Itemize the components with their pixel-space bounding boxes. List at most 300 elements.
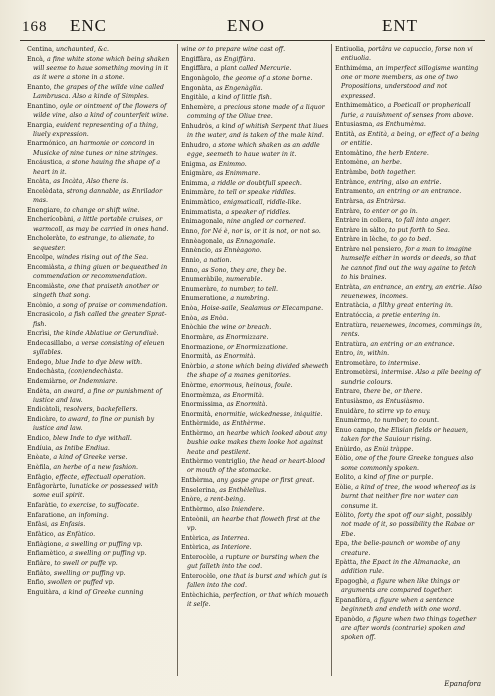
entry-definition: to number, to count. — [374, 417, 439, 425]
entry-headword: Enèfila, — [27, 463, 52, 471]
entry-definition: to intermise. — [379, 359, 421, 367]
entry-headword: Endíuia, — [27, 444, 54, 452]
entry-definition: a stone hauing the shape of a heart in it. — [33, 159, 161, 176]
entry-headword: Enfàtico, — [27, 531, 56, 539]
dictionary-entry — [335, 45, 483, 64]
dictionary-entry — [335, 130, 483, 149]
dictionary-entry — [335, 245, 483, 282]
dictionary-entry — [335, 197, 483, 206]
entry-definition: an imperfect sillogisme wanting one or more members, as one of two Propositions, understood and not expressed. — [341, 64, 479, 100]
entry-headword: Entramento, — [335, 188, 376, 196]
dictionary-entry — [27, 520, 175, 529]
dictionary-entry — [335, 64, 483, 101]
entry-definition: lunaticke or possessed with some euil spirit. — [33, 483, 159, 500]
dictionary-entry — [181, 208, 329, 217]
entry-headword: Entratùra, — [335, 321, 369, 329]
entry-headword: Ennèagonale, — [181, 237, 225, 245]
entry-headword: Enimmatista, — [181, 208, 224, 216]
entry-headword: Entomène, — [335, 159, 370, 167]
dictionary-entry — [335, 168, 483, 177]
dictionary-entry — [181, 74, 329, 83]
dictionary-entry — [335, 511, 483, 539]
entry-headword: Enhudròs, — [181, 122, 214, 130]
entry-headword: Endechàsta, — [27, 368, 67, 376]
entry-definition: a speaker of riddles. — [225, 208, 291, 216]
entry-definition: a verse consisting of eleuen syllables. — [33, 339, 165, 357]
entry-definition: a kind of whitish Serpent that liues in the water, and is taken of the male kind. — [187, 122, 329, 139]
entry-headword: Enfaràtie, — [27, 502, 59, 510]
entry-definition: or Enormizzatione. — [227, 343, 288, 351]
running-headword-1: ENC — [70, 16, 107, 35]
entry-definition: to award, to fine or punish by iustice and law. — [33, 416, 155, 433]
entry-headword: Eòlio, — [335, 455, 354, 463]
dictionary-entry — [181, 591, 329, 610]
dictionary-entry — [27, 501, 175, 510]
dictionary-entry — [27, 158, 175, 177]
entry-headword: Enòre, — [181, 496, 203, 504]
entry-headword: Entràre, — [335, 207, 362, 215]
entry-definition: a song of praise or commendation. — [56, 301, 168, 309]
entry-headword: Engitàle, — [181, 94, 210, 102]
entry-definition: as Enthèlelius. — [219, 486, 267, 494]
entry-headword: Engiffàra, — [181, 55, 213, 63]
dictionary-entry — [335, 558, 483, 577]
entry-definition: a stone which being divided sheweth the shape of a manes genitories. — [187, 362, 329, 380]
entry-definition: to stirre vp to enuy. — [368, 407, 431, 415]
entry-definition: a numbring. — [230, 295, 270, 303]
dictionary-entry — [181, 476, 329, 485]
dictionary-entry — [181, 275, 329, 284]
dictionary-entry — [335, 283, 483, 302]
dictionary-entry — [335, 311, 483, 320]
dictionary-entry — [181, 391, 329, 400]
entry-definition: an infoming. — [68, 511, 109, 519]
entry-headword: Entro, — [335, 350, 355, 358]
entry-definition: in, within. — [357, 350, 390, 358]
entry-definition: as Interiore. — [212, 544, 252, 552]
entry-definition: as Entusiàsmo. — [376, 398, 425, 406]
dictionary-entry — [335, 301, 483, 310]
entry-definition: as Enimmo. — [209, 160, 247, 168]
entry-definition: the wine or breach. — [208, 324, 272, 332]
entry-definition: the grapes of the wilde vine called Lambrusca. Also a kinde of Simples. — [33, 83, 164, 101]
dictionary-entry — [27, 234, 175, 253]
entry-headword: Endèta, — [27, 387, 52, 395]
running-headword-2: ENO — [227, 16, 265, 35]
entry-definition: to exercise, to suffocate. — [60, 502, 140, 510]
entry-headword: Enimmàre, — [181, 189, 217, 197]
entry-headword: Encònio, — [27, 301, 55, 309]
entry-headword: Encomiàste, — [27, 282, 67, 290]
entry-headword: Entrare, — [335, 388, 362, 396]
entry-definition: a Poeticall or prophericall furie, a rauishment of senses from above. — [341, 102, 474, 119]
entry-definition: blue Inde to dye blew with. — [55, 358, 143, 366]
dictionary-entry — [181, 419, 329, 428]
column-divider-1 — [177, 44, 178, 676]
dictionary-entry — [27, 177, 175, 186]
entry-headword: Entrometàre, — [335, 359, 378, 367]
entry-definition: blew Inde to dye withall. — [53, 435, 132, 443]
entry-definition: enormous, heinous, foule. — [210, 381, 293, 389]
dictionary-entry — [335, 340, 483, 349]
dictionary-entry — [181, 266, 329, 275]
entry-definition: a figure when like things or arguments are compared together. — [341, 578, 460, 595]
entry-headword: Entusiàsmo, — [335, 398, 375, 406]
entry-definition: a filthy great entering in. — [372, 302, 453, 310]
entry-definition: an harmonie or concord in Musicke of nine tunes or nine stringes. — [33, 140, 158, 157]
entry-definition: a kind of Greeke cunning — [62, 588, 144, 596]
dictionary-entry — [27, 55, 175, 83]
dictionary-entry — [335, 426, 483, 445]
header-rule — [20, 40, 485, 41]
dictionary-entry — [27, 453, 175, 462]
dictionary-entry — [335, 359, 483, 368]
entry-definition: entring, also an entrie. — [368, 178, 442, 186]
entry-definition: as Enormità. — [223, 391, 264, 399]
entry-definition: one of the foure Greeke tongues also some commonly spoken. — [341, 455, 474, 472]
entry-definition: a plant called Mercurie. — [214, 65, 292, 73]
entry-definition: the herb Entere. — [376, 149, 429, 157]
dictionary-entry — [181, 256, 329, 265]
entry-headword: Encholeràte, — [27, 235, 68, 243]
entry-definition: there be, or there. — [363, 388, 423, 396]
entry-definition: as Enthèrme. — [222, 420, 266, 428]
entry-headword: Enumeràre, — [181, 285, 219, 293]
entry-definition: as Intibe Endiua. — [55, 444, 110, 452]
entry-headword: Enhudro, — [181, 141, 211, 149]
entry-definition: to change or shift wine. — [64, 206, 140, 214]
entry-definition: for a man to imagine humselfe either in words or deeds, so that he cannot find out the way againe to fetch to his braines. — [341, 246, 477, 281]
entry-headword: Epàtta, — [335, 559, 359, 567]
dictionary-entry — [27, 578, 175, 587]
dictionary-entry — [27, 549, 175, 558]
entry-definition: enormitie, wickednesse, iniquitie. — [214, 410, 323, 418]
entry-definition: the geome of a stone borne. — [222, 74, 313, 82]
entry-headword: Entrànce, — [335, 178, 367, 186]
entry-headword: Enormèmza, — [181, 391, 222, 399]
entry-headword: Enumeràbile, — [181, 276, 224, 284]
entry-definition: as Enòa. — [201, 314, 229, 322]
dictionary-entry — [27, 588, 175, 597]
dictionary-entry — [335, 321, 483, 340]
entry-headword: Enormità, — [181, 410, 213, 418]
dictionary-entry — [181, 457, 329, 476]
entry-definition: an entring or an entrance. — [377, 188, 462, 196]
dictionary-entry — [181, 55, 329, 64]
entry-definition: an hearbe that floweth first at the vp. — [187, 515, 321, 532]
entry-definition: an hearbe which looked about any bushie oake makes them looke hot against heate and pestilent. — [187, 430, 327, 456]
entry-headword: Enthiméma, — [335, 64, 374, 72]
entry-definition: as Incàta, Also there is. — [53, 178, 129, 186]
entry-definition: to go to bed. — [390, 236, 432, 244]
entry-headword: Enfaratione, — [27, 511, 67, 519]
dictionary-entry — [335, 368, 483, 387]
entry-definition: a rupture or bursting when the gut falleth into the cod. — [187, 553, 320, 571]
dictionary-entry — [181, 495, 329, 504]
entry-headword: Entèrica, — [181, 534, 211, 542]
entry-headword: Entità, — [335, 130, 357, 138]
entry-headword: Enno, — [181, 228, 200, 235]
entry-headword: Enguitàra, — [27, 588, 61, 596]
entry-headword: Engiffàra, — [181, 65, 213, 73]
dictionary-entry — [335, 349, 483, 358]
entry-headword: Enormàre, — [181, 334, 215, 342]
entry-headword: Epa, — [335, 540, 350, 548]
entry-definition: euident representing of a thing, liuely expression. — [33, 121, 159, 138]
dictionary-entry — [27, 358, 175, 367]
entry-headword: Endico, — [27, 435, 52, 443]
entry-headword: Entràmbe, — [335, 168, 369, 176]
dictionary-entry — [335, 120, 483, 129]
entry-definition: an award, a fine or punishment of iustice and law. — [33, 387, 162, 404]
entry-definition: a kind of Greeke verse. — [53, 454, 128, 462]
entry-definition: a pretie entering in. — [376, 312, 441, 320]
dictionary-entry — [181, 179, 329, 188]
entry-headword: Enèate, — [27, 454, 52, 462]
entry-definition: the Epact in the Almanacke, an addition rule. — [341, 559, 461, 576]
entry-definition: as Enormità. — [214, 353, 256, 361]
entry-headword: Endemiàrne, — [27, 377, 68, 385]
entry-headword: Enengiare, — [27, 206, 62, 214]
dictionary-entry — [181, 237, 329, 246]
entry-headword: Enòa, — [181, 314, 200, 322]
dictionary-entry — [335, 407, 483, 416]
entry-headword: Eolito, — [335, 474, 356, 482]
entry-definition: a stone which shaken as an addle egge, seemeth to haue water in it. — [187, 141, 320, 158]
entry-definition: strong dannable, as Enrilador mas. — [33, 187, 163, 205]
dictionary-entry — [27, 540, 175, 549]
dictionary-entry — [181, 534, 329, 543]
entry-headword: Engonàta, — [181, 84, 214, 92]
entry-definition: as Interrea. — [212, 534, 250, 542]
entry-definition: to fall into anger. — [395, 217, 451, 225]
entry-headword: Enfio, — [27, 579, 46, 587]
entry-definition: a little portable cruises, or warmcoll, as may be carried in ones hand. — [33, 216, 169, 233]
dictionary-entry — [181, 198, 329, 207]
entry-headword: Enfiamètico, — [27, 550, 68, 558]
entry-headword: Enfiàre, — [27, 559, 53, 567]
entry-definition: resolvers, backefellers. — [63, 406, 138, 414]
dictionary-entry — [27, 415, 175, 434]
entry-definition: to estrange, to alienate, to sequester. — [33, 235, 155, 252]
entry-headword: Encomiàsta, — [27, 263, 67, 271]
entry-headword: Enormissima, — [181, 401, 225, 409]
entry-definition: as Enfasis. — [51, 521, 86, 529]
dictionary-entry — [27, 511, 175, 520]
dictionary-entry — [27, 139, 175, 158]
entry-definition: intermise. Also a pile beeing of sundrie colours. — [341, 369, 481, 386]
dictionary-entry — [27, 187, 175, 206]
entry-headword: Enthimemàtico, — [335, 102, 386, 110]
entry-headword: Eòlie, — [335, 484, 354, 491]
entry-headword: Enimmàtico, — [181, 199, 222, 207]
entry-definition: one that praiseth another or singeth that song. — [33, 282, 159, 299]
dictionary-entry — [335, 397, 483, 406]
entry-definition: a kind of tree, the wood whereof as is burnt that neither fire nor water can consume it. — [341, 484, 476, 510]
entry-headword: Entèchichia, — [181, 591, 221, 599]
entry-definition: to tell or speake riddles. — [218, 189, 296, 197]
dictionary-entry — [27, 387, 175, 406]
entry-headword: Enteònii, — [181, 515, 210, 523]
entry-headword: Enhemère, — [181, 103, 216, 111]
running-header — [22, 16, 484, 38]
dictionary-entry — [335, 483, 483, 511]
entry-headword: Enigma, — [181, 160, 208, 168]
dictionary-entry — [181, 486, 329, 495]
dictionary-entry — [27, 215, 175, 234]
entry-headword: Epanòdo, — [335, 615, 366, 623]
entry-headword: Enthèrmide, — [181, 420, 221, 428]
entry-headword: Enòa, — [181, 305, 200, 313]
entry-headword: Entràre in collera, — [335, 217, 394, 225]
entry-headword: Ennèncio, — [181, 247, 213, 255]
dictionary-entry — [27, 473, 175, 482]
entry-definition: a nation. — [203, 256, 232, 264]
column-1 — [27, 45, 175, 675]
entry-headword: Epagoghè, — [335, 578, 370, 586]
dictionary-entry — [181, 381, 329, 390]
dictionary-entry — [335, 158, 483, 167]
dictionary-entry — [27, 405, 175, 414]
entry-headword: Engonàgolo, — [181, 74, 221, 82]
entry-definition: wine or to prepare wine cast off. — [181, 46, 286, 53]
dictionary-entry — [335, 226, 483, 235]
dictionary-entry — [27, 434, 175, 443]
dictionary-entry — [181, 543, 329, 552]
entry-definition: an herbe of a new fashion. — [53, 463, 139, 471]
dictionary-entry — [335, 539, 483, 558]
entry-headword: Enumèrmo, — [335, 417, 373, 425]
entry-headword: Entèrica, — [181, 544, 211, 552]
dictionary-entry — [181, 246, 329, 255]
entry-headword: Entusiasma, — [335, 121, 375, 129]
dictionary-entry — [335, 577, 483, 596]
entry-definition: reuenewes, incomes, commings in, rents. — [341, 321, 482, 338]
entry-definition: as Engiffàra. — [214, 55, 256, 63]
column-2 — [181, 45, 329, 675]
entry-headword: Enantino, — [27, 102, 58, 110]
dictionary-entry — [27, 559, 175, 568]
entry-headword: Enfiàto, — [27, 569, 52, 577]
entry-definition: Hoise-saile, Sealamus or Elecampane. — [201, 305, 324, 313]
entry-headword: Enthèrmo ventriglio, — [181, 458, 248, 466]
entry-definition: the Elisian fields or heauen, taken for the Sauiour rising. — [341, 426, 468, 444]
dictionary-entry — [181, 217, 329, 226]
entry-headword: Enfàsi, — [27, 521, 49, 529]
entry-headword: Enterocèle, — [181, 572, 218, 580]
entry-definition: to swell or puffe vp. — [54, 559, 118, 567]
dictionary-entry — [181, 227, 329, 236]
entry-headword: Ennio, — [181, 256, 202, 264]
dictionary-entry — [335, 101, 483, 120]
entry-headword: Enterocèle, — [181, 553, 218, 561]
entry-definition: portâra ve capuccio, forse non vi entiuolia. — [341, 46, 473, 63]
entry-definition: an herbe. — [371, 159, 402, 167]
dictionary-entry — [181, 304, 329, 313]
entry-headword: Enargia, — [27, 121, 55, 129]
column-3 — [335, 45, 483, 675]
dictionary-entry — [181, 64, 329, 73]
dictionary-entry — [27, 282, 175, 301]
entry-definition: as Enfàtico. — [57, 531, 96, 539]
dictionary-entry — [27, 253, 175, 262]
dictionary-entry — [27, 444, 175, 453]
entry-definition: effecte, effectuall operation. — [55, 473, 146, 481]
entry-definition: a precious stone made of a liquor comming of the Oliue tree. — [187, 103, 325, 121]
dictionary-entry — [335, 207, 483, 216]
dictionary-entry — [27, 463, 175, 472]
entry-headword: Centina, — [27, 46, 54, 53]
dictionary-entry — [27, 367, 175, 376]
entry-headword: Enòrbio, — [181, 362, 209, 370]
dictionary-entry — [27, 102, 175, 121]
dictionary-entry — [181, 343, 329, 352]
entry-definition: a figure when two things together are after words (contrarie) spoken and spoken off. — [341, 615, 477, 642]
dictionary-entry — [181, 45, 329, 54]
entry-definition: as Entità, a being, or effect of a being or entitie. — [341, 130, 480, 148]
entry-headword: Enthèrmo, — [181, 506, 215, 514]
dictionary-entry — [181, 285, 329, 294]
entry-headword: Enfàgoràrte, — [27, 483, 68, 491]
entry-definition: a kind of little fish. — [211, 94, 272, 102]
dictionary-entry — [27, 301, 175, 310]
entry-headword: Enimma, — [181, 179, 210, 187]
entry-headword: Encelèdata, — [27, 187, 65, 195]
entry-definition: for Né è, nor is, or it is not, or not so. — [201, 228, 321, 235]
entry-definition: a swelling or puffing vp. — [65, 540, 143, 548]
entry-definition: a kind of fine or purple. — [357, 474, 434, 482]
entry-headword: Encà, — [27, 55, 45, 63]
entry-definition: an entrance, an entry, an entrie. Also reuenewes, incomes. — [341, 283, 482, 300]
dictionary-entry — [181, 410, 329, 419]
entry-definition: to number, to tell. — [220, 285, 279, 293]
entry-definition: enigmaticall, riddle-like. — [223, 199, 302, 207]
dictionary-entry — [27, 263, 175, 282]
entry-headword: Enormità, — [181, 353, 213, 361]
entry-headword: Eòlito, — [335, 512, 356, 520]
dictionary-entry — [27, 83, 175, 102]
entry-headword: Enanto, — [27, 83, 52, 91]
dictionary-entry — [27, 310, 175, 329]
entry-headword: Encàta, — [27, 178, 52, 186]
dictionary-entry — [27, 377, 175, 386]
dictionary-entry — [27, 569, 175, 578]
dictionary-entry — [335, 596, 483, 615]
dictionary-entry — [335, 187, 483, 196]
dictionary-entry — [181, 362, 329, 381]
page-number: 168 — [22, 19, 48, 35]
entry-definition: to put forth to Sea. — [389, 226, 450, 234]
entry-definition: (con)endechàsta. — [68, 368, 123, 376]
entry-headword: Enarmónico, — [27, 140, 68, 148]
entry-headword: Epanaflòra, — [335, 596, 372, 604]
entry-definition: as Enthumèma. — [376, 121, 426, 129]
dictionary-entry — [335, 178, 483, 187]
entry-headword: Endicàtoli, — [27, 406, 62, 414]
dictionary-entry — [335, 445, 483, 454]
dictionary-entry — [181, 314, 329, 323]
dictionary-entry — [181, 169, 329, 178]
entry-headword: Enormazione, — [181, 343, 226, 351]
entry-headword: Entràre in lèche, — [335, 236, 389, 244]
entry-headword: Entratùra, — [335, 340, 369, 348]
dictionary-entry — [181, 160, 329, 169]
entry-definition: as Enimmare. — [216, 170, 261, 178]
dictionary-entry — [181, 429, 329, 457]
entry-definition: as Enùi tràppe. — [364, 445, 414, 453]
entry-headword: Entràta, — [335, 283, 362, 291]
entry-headword: Entrometèrsi, — [335, 369, 380, 377]
